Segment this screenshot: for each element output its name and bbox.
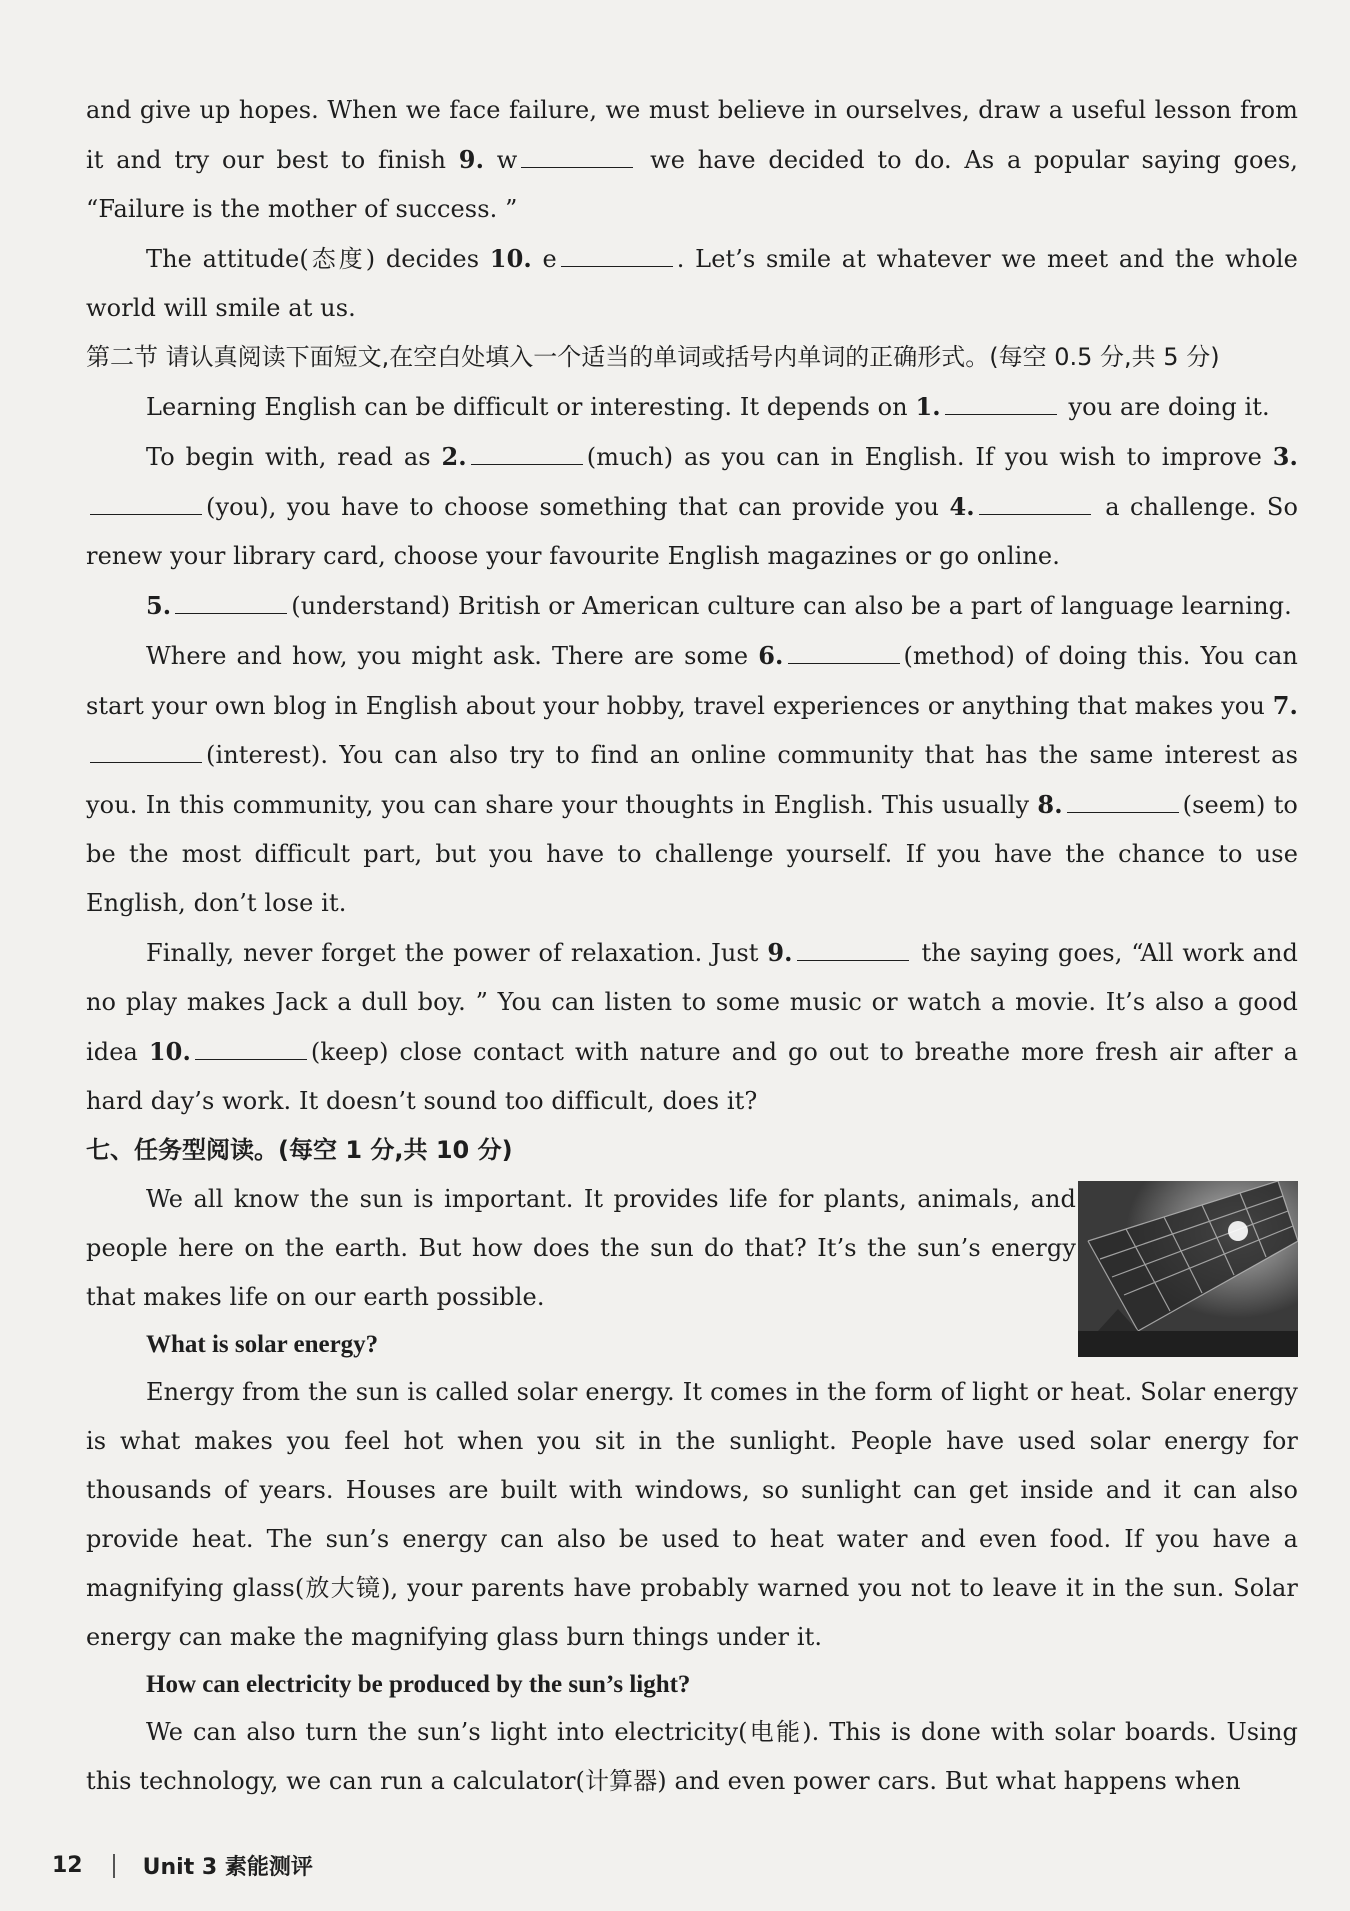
paragraph-electricity: We can also turn the sun’s light into electricity(电能). This is done with solar boards. Using this technology, we can run a calculator(计算器) and even power cars. But what happens when [86, 1718, 1298, 1795]
paragraph-attitude: The attitude(态度) decides 10. e . Let’s smile at whatever we meet and the whole world will smile at us. [86, 244, 1298, 322]
question-number: 6. [758, 641, 784, 670]
solar-intro-block [86, 1175, 1298, 1368]
answer-blank[interactable] [175, 591, 287, 614]
answer-blank[interactable] [90, 740, 202, 763]
answer-blank[interactable] [561, 244, 673, 267]
paragraph-solar-energy: Energy from the sun is called solar energy. It comes in the form of light or heat. Solar energy is what makes you feel hot when you sit in the sunlight. People have used solar energy for thousands of years. Houses are built with windows, so sunlight can get inside and it can also provide heat. The sun’s energy can also be used to heat water and even food. If you have a magnifying glass(放大镜), your parents have probably warned you not to leave it in the sun. Solar energy can make the magnifying glass burn things under it. [86, 1378, 1298, 1651]
section-heading-part2: 第二节 请认真阅读下面短文,在空白处填入一个适当的单词或括号内单词的正确形式。(每空 0.5 分,共 5 分) [86, 343, 1220, 371]
question-number: 7. [1272, 691, 1298, 720]
answer-blank[interactable] [945, 392, 1057, 415]
answer-blank[interactable] [979, 492, 1091, 515]
question-number: 9. [458, 145, 485, 174]
solar-panel-illustration [1078, 1181, 1298, 1357]
answer-blank[interactable] [90, 492, 202, 515]
page-number: 12 [52, 1853, 83, 1878]
question-number: 2. [441, 442, 467, 471]
question-number: 9. [767, 938, 793, 967]
answer-blank[interactable] [471, 442, 583, 465]
answer-blank[interactable] [521, 145, 633, 168]
blank-hint: e [531, 245, 557, 273]
paragraph-failure: and give up hopes. When we face failure, we must believe in ourselves, draw a useful lesson from it and try our best to finish 9. w we have decided to do. As a popular saying goes, “Failure is the mother of success. ” [86, 96, 1298, 223]
answer-blank[interactable] [797, 938, 909, 961]
paragraph-begin: To begin with, read as 2. (much) as you can in English. If you wish to improve 3.(you), you have to choose something that can provide you 4. a challenge. So renew your library card, choose your favourite English magazines or go online. [86, 442, 1298, 570]
paragraph-sun-intro: We all know the sun is important. It provides life for plants, animals, and people here on the earth. But how does the sun do that? It’s the sun’s energy that makes life on our earth possible. [86, 1185, 1076, 1311]
paragraph-where-how: Where and how, you might ask. There are some 6. (method) of doing this. You can start your own blog in English about your hobby, travel experiences or anything that makes you 7.(interest). You can also try to find an online community that has the same interest as you. In this community, you can share your thoughts in English. This usually 8. (seem) to be the most difficult part, but you have to challenge yourself. If you have the chance to use English, don’t lose it. [86, 641, 1298, 917]
subheading-electricity: How can electricity be produced by the sun’s light? [146, 1671, 691, 1698]
question-number: 10. [148, 1037, 191, 1066]
subheading-solar-energy: What is solar energy? [146, 1331, 379, 1358]
blank-hint: w [484, 146, 518, 174]
unit-label: Unit 3 素能测评 [142, 1855, 313, 1880]
paragraph-relaxation: Finally, never forget the power of relaxation. Just 9. the saying goes, “All work and no play makes Jack a dull boy. ” You can listen to some music or watch a movie. It’s also a good idea 10. (keep) close contact with nature and go out to breathe more fresh air after a hard day’s work. It doesn’t sound too difficult, does it? [86, 938, 1298, 1115]
question-number: 10. [489, 244, 532, 273]
solar-intro-text [86, 1175, 1076, 1368]
solar-panel-photo-icon [1078, 1181, 1298, 1357]
question-number: 4. [949, 492, 975, 521]
paragraph-learning: Learning English can be difficult or interesting. It depends on 1. you are doing it. [146, 392, 1270, 421]
section-heading-seven: 七、任务型阅读。(每空 1 分,共 10 分) [86, 1136, 513, 1164]
question-number: 1. [915, 392, 941, 421]
footer-divider [113, 1854, 115, 1878]
answer-blank[interactable] [195, 1037, 307, 1060]
paragraph-culture: 5. (understand) British or American culture can also be a part of language learning. [146, 591, 1292, 620]
answer-blank[interactable] [788, 641, 900, 664]
question-number: 3. [1272, 442, 1298, 471]
page-footer [52, 1850, 313, 1881]
answer-blank[interactable] [1067, 790, 1179, 813]
question-number: 8. [1037, 790, 1063, 819]
question-number: 5. [146, 591, 172, 620]
